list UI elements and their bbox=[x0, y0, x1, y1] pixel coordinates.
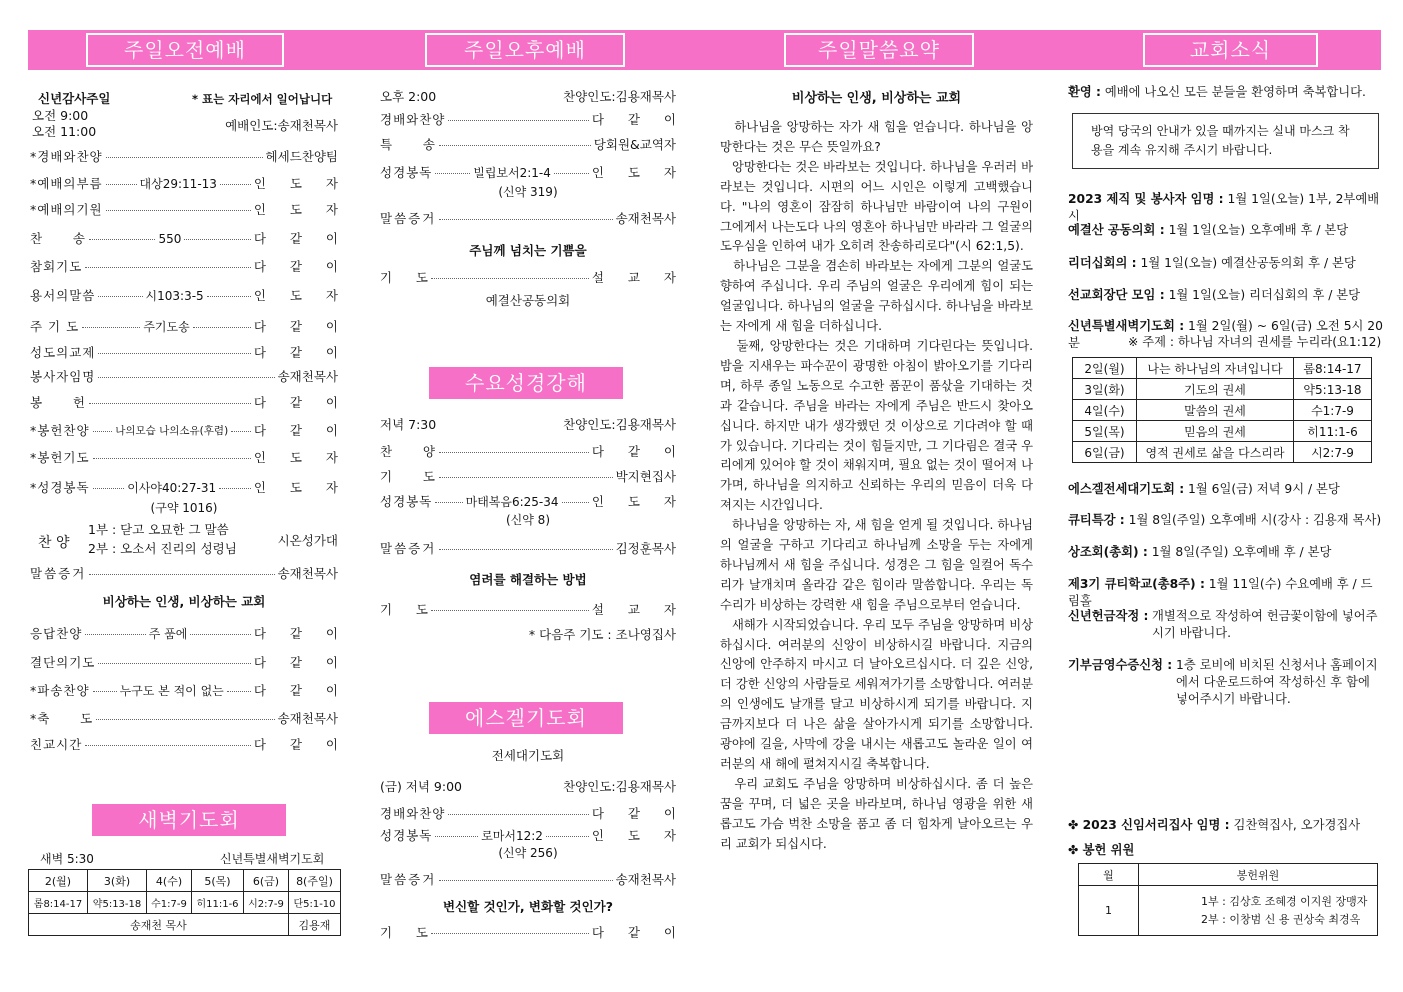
morning-item-person: 헤세드찬양팀 bbox=[265, 149, 338, 164]
offering-label: ✤ 봉헌 위원 bbox=[1068, 843, 1135, 857]
esgel-item-person: 인 도 자 bbox=[591, 828, 687, 843]
sermon-label: 말씀증거 bbox=[30, 566, 87, 581]
pledge-text: 개별적으로 작성하여 헌금꽃이함에 넣어주시기 바랍니다. bbox=[1152, 609, 1378, 640]
afternoon-prayer-row bbox=[380, 269, 686, 287]
offering-line-1: 1부 : 김상호 조혜경 이지원 장맹자 bbox=[1201, 894, 1368, 908]
schedule-day: 3일(화) bbox=[1073, 379, 1137, 400]
afternoon-item-person: 인 도 자 bbox=[591, 165, 686, 180]
dawn-ref: 히11:1-6 bbox=[192, 892, 244, 914]
dawn-ref: 롬8:14-17 bbox=[29, 892, 88, 914]
morning-item-person: 다 같 이 bbox=[253, 319, 348, 334]
morning-item-detail: 나의모습 나의소유(후렴) bbox=[115, 425, 229, 437]
receipt-label: 기부금영수증신청 : bbox=[1068, 658, 1173, 672]
wednesday-prayer-row bbox=[380, 601, 686, 619]
wednesday-item-label: 성경봉독 bbox=[380, 494, 433, 509]
esgel-prayer-header: 에스겔기도회 bbox=[429, 702, 623, 734]
news-item-text: 1월 8일(주일) 오후예배 후 / 본당 bbox=[1151, 545, 1332, 559]
afternoon-item-detail: 빌립보서2:1-4 bbox=[473, 166, 551, 180]
morning-item-person: 송재천목사 bbox=[277, 369, 338, 384]
esgel-item-label: 성경봉독 bbox=[380, 828, 433, 843]
morning-item-person: 다 같 이 bbox=[253, 231, 348, 246]
news-item-text: 1월 1일(오늘) 리더십회의 후 / 본당 bbox=[1168, 288, 1361, 302]
choir-praise-1: 1부 : 닫고 오묘한 그 말씀 bbox=[88, 522, 229, 537]
schedule-day: 2일(월) bbox=[1073, 358, 1137, 379]
wednesday-item-row bbox=[380, 493, 687, 511]
schedule-ref: 수1:7-9 bbox=[1294, 400, 1372, 421]
morning-item-detail: 이사야40:27-31 bbox=[127, 481, 217, 495]
schedule-ref: 히11:1-6 bbox=[1294, 421, 1372, 442]
esgel-time: (금) 저녁 9:00 bbox=[380, 779, 462, 794]
summary-title: 비상하는 인생, 비상하는 교회 bbox=[791, 91, 962, 106]
morning-item-label: *축 도 bbox=[30, 711, 94, 726]
service-leader: 예배인도:송재천목사 bbox=[225, 118, 338, 133]
wednesday-leader: 찬양인도:김용재목사 bbox=[563, 417, 676, 432]
esgel-sermon-preacher: 송재천목사 bbox=[615, 872, 676, 887]
morning-item-person: 인 도 자 bbox=[253, 176, 349, 191]
morning-item-row bbox=[30, 148, 338, 166]
morning-item-row bbox=[30, 230, 348, 248]
morning-item-person: 인 도 자 bbox=[253, 202, 348, 217]
wednesday-sermon-title: 염려를 해결하는 방법 bbox=[469, 572, 587, 587]
esgel-prayer-label: 기 도 bbox=[380, 925, 428, 940]
dawn-sunday-pastor: 김용재 bbox=[288, 914, 340, 936]
news-item bbox=[1068, 576, 1383, 610]
standing-note: * 표는 자리에서 일어납니다 bbox=[192, 92, 333, 106]
news-item-text: 1월 1일(오늘) 예결산공동의회 후 / 본당 bbox=[1140, 256, 1356, 270]
morning-item-row bbox=[30, 368, 338, 386]
wednesday-item-row bbox=[380, 468, 676, 486]
morning-item-row bbox=[30, 479, 348, 497]
wednesday-sermon-label: 말씀증거 bbox=[380, 541, 437, 556]
wednesday-item-person: 박지현집사 bbox=[615, 469, 676, 484]
morning-item-person: 다 같 이 bbox=[253, 395, 348, 410]
morning-service-column bbox=[30, 80, 349, 752]
morning-item-detail: 주 품에 bbox=[148, 627, 188, 641]
wednesday-prayer-label: 기 도 bbox=[380, 602, 428, 617]
welcome-text: 예배에 나오신 모든 분들을 환영하며 축복합니다. bbox=[1104, 85, 1366, 99]
morning-item-person: 인 도 자 bbox=[253, 450, 348, 465]
news-item-label: 예결산 공동의회 : bbox=[1068, 223, 1165, 237]
esgel-item-row bbox=[380, 805, 686, 823]
morning-item-label: 성도의교제 bbox=[30, 345, 96, 360]
dawn-day: 5(목) bbox=[192, 870, 244, 892]
morning-item-person: 송재천목사 bbox=[277, 711, 338, 726]
schedule-ref: 롬8:14-17 bbox=[1294, 358, 1372, 379]
offering-table bbox=[1078, 863, 1378, 936]
morning-item-person: 다 같 이 bbox=[253, 423, 348, 438]
news-item-label: 리더십회의 : bbox=[1068, 256, 1137, 270]
wednesday-item-label: 찬 양 bbox=[380, 444, 436, 459]
dawn-ref: 단5:1-10 bbox=[288, 892, 340, 914]
afternoon-item-row bbox=[380, 164, 686, 182]
wednesday-item-person: 인 도 자 bbox=[591, 494, 687, 509]
esgel-sermon-label: 말씀증거 bbox=[380, 872, 437, 887]
dawn-day: 4(수) bbox=[147, 870, 192, 892]
morning-item-row bbox=[30, 625, 348, 643]
deacons-text: 김찬혁집사, 오가경집사 bbox=[1233, 818, 1361, 832]
morning-item-label: *봉헌찬양 bbox=[30, 423, 90, 438]
morning-item-row bbox=[30, 449, 348, 467]
afternoon-prayer-label: 기 도 bbox=[380, 270, 428, 285]
schedule-day: 6일(금) bbox=[1073, 442, 1137, 463]
schedule-row bbox=[1073, 379, 1372, 400]
morning-item-row bbox=[30, 175, 349, 193]
news-item bbox=[1068, 255, 1383, 272]
morning-item-row bbox=[30, 394, 348, 412]
esgel-sermon-title: 변신할 것인가, 변화할 것인가? bbox=[443, 899, 613, 914]
esgel-subtitle: 전세대기도회 bbox=[491, 748, 565, 763]
morning-item-label: 찬 송 bbox=[30, 231, 86, 246]
morning-item-person: 다 같 이 bbox=[253, 626, 348, 641]
morning-item-label: 주 기 도 bbox=[30, 319, 80, 334]
dawn-prayer-header: 새벽기도회 bbox=[92, 804, 286, 836]
morning-item-detail: 550 bbox=[158, 232, 182, 246]
receipt-text: 1층 로비에 비치된 신청서나 홈페이지에서 다운로드하여 작성하신 후 함에 넣어주시기 바랍니다. bbox=[1176, 658, 1378, 706]
afternoon-leader: 찬양인도:김용재목사 bbox=[563, 89, 676, 104]
deacons-label: ✤ 2023 신임서리집사 임명 : bbox=[1068, 818, 1230, 832]
morning-item-person: 다 같 이 bbox=[253, 655, 348, 670]
dawn-ref: 시2:7-9 bbox=[244, 892, 289, 914]
news-item-label: 상조회(총회) : bbox=[1068, 545, 1148, 559]
wednesday-service-column bbox=[380, 410, 687, 660]
offering-month: 1 bbox=[1079, 886, 1139, 936]
morning-item-label: *예배의부름 bbox=[30, 176, 103, 191]
praise-label: 찬 양 bbox=[38, 535, 70, 551]
afternoon-sermon-title: 주님께 넘치는 기쁨을 bbox=[469, 243, 587, 258]
esgel-item-row bbox=[380, 827, 687, 845]
choir-praise-2: 2부 : 오소서 진리의 성령님 bbox=[88, 541, 237, 556]
dawn-ref: 수1:7-9 bbox=[147, 892, 192, 914]
afternoon-item-person: 당회원&교역자 bbox=[593, 137, 676, 152]
morning-item-detail: 시103:3-5 bbox=[145, 289, 204, 303]
schedule-topic: 말씀의 권세 bbox=[1137, 400, 1294, 421]
esgel-sermon-row bbox=[380, 871, 676, 889]
occasion: 신년감사주일 bbox=[38, 91, 111, 106]
morning-item-row bbox=[30, 682, 348, 700]
afternoon-sermon-label: 말씀증거 bbox=[380, 211, 437, 226]
mask-notice-box: 방역 당국의 안내가 있을 때까지는 실내 마스크 착용을 계속 유지해 주시기 바랍니다. bbox=[1072, 113, 1379, 169]
schedule-day: 5일(목) bbox=[1073, 421, 1137, 442]
offering-head-month: 월 bbox=[1079, 864, 1139, 886]
news-item bbox=[1068, 481, 1383, 498]
morning-item-label: *봉헌기도 bbox=[30, 450, 90, 465]
esgel-item-detail: 로마서12:2 bbox=[481, 829, 543, 843]
afternoon-note: 예결산공동의회 bbox=[485, 293, 571, 308]
morning-item-person: 인 도 자 bbox=[253, 480, 348, 495]
wednesday-item-detail: 마태복음6:25-34 bbox=[465, 495, 559, 509]
morning-item-detail: 대상29:11-13 bbox=[139, 177, 217, 191]
morning-item-label: *파송찬양 bbox=[30, 683, 90, 698]
morning-item-person: 인 도 자 bbox=[253, 288, 348, 303]
dawn-subtitle: 신년특별새벽기도회 bbox=[220, 852, 325, 866]
morning-item-label: *예배의기원 bbox=[30, 202, 103, 217]
morning-item-row bbox=[30, 258, 348, 276]
esgel-service-column bbox=[380, 745, 687, 945]
morning-item-label: 참회기도 bbox=[30, 259, 83, 274]
news-item bbox=[1068, 191, 1383, 225]
newyear-schedule-table bbox=[1072, 357, 1372, 463]
service-time-1: 오전 9:00 bbox=[32, 108, 89, 123]
afternoon-item-label: 성경봉독 bbox=[380, 165, 433, 180]
afternoon-item-person: 다 같 이 bbox=[591, 112, 686, 127]
sermon-summary-header: 주일말씀요약 bbox=[784, 33, 974, 67]
service-time-2: 오전 11:00 bbox=[32, 124, 97, 139]
morning-service-header: 주일오전예배 bbox=[86, 33, 284, 67]
afternoon-service-header: 주일오후예배 bbox=[425, 33, 625, 67]
news-item-text: 1월 6일(금) 저녁 9시 / 본당 bbox=[1188, 482, 1340, 496]
schedule-ref: 약5:13-18 bbox=[1294, 379, 1372, 400]
dawn-pastor: 송재천 목사 bbox=[29, 914, 289, 936]
news-item-label: 2023 제직 및 봉사자 임명 : bbox=[1068, 192, 1224, 206]
schedule-row bbox=[1073, 400, 1372, 421]
afternoon-item-row bbox=[380, 136, 676, 154]
esgel-prayer-row bbox=[380, 924, 686, 942]
schedule-topic: 영적 권세로 삶을 다스리라 bbox=[1137, 442, 1294, 463]
morning-item-person: 다 같 이 bbox=[253, 345, 348, 360]
morning-item-row bbox=[30, 287, 348, 305]
newyear-text: 1월 2일(월) ~ 6일(금) 오전 5시 20분 bbox=[1068, 319, 1383, 350]
schedule-ref: 시2:7-9 bbox=[1294, 442, 1372, 463]
news-item-text: 1월 1일(오늘) 오후예배 후 / 본당 bbox=[1168, 223, 1349, 237]
morning-item-label: 봉사자임명 bbox=[30, 369, 96, 384]
schedule-row bbox=[1073, 442, 1372, 463]
next-prayer-note: * 다음주 기도 : 조나영집사 bbox=[528, 627, 676, 642]
welcome-label: 환영 : bbox=[1068, 85, 1101, 99]
morning-item-label: 결단의기도 bbox=[30, 655, 96, 670]
afternoon-prayer-by: 설 교 자 bbox=[591, 270, 686, 285]
news-item-text: 1월 1일(오늘) 1부, 2부예배 시 bbox=[1068, 192, 1380, 223]
dawn-time: 새벽 5:30 bbox=[40, 852, 94, 866]
wednesday-item-label: 기 도 bbox=[380, 469, 436, 484]
church-news-header: 교회소식 bbox=[1143, 33, 1318, 67]
news-item-label: 큐티특강 : bbox=[1068, 513, 1125, 527]
morning-item-label: *경배와찬양 bbox=[30, 149, 103, 164]
dawn-day: 2(월) bbox=[29, 870, 88, 892]
news-item-text: 1월 11일(수) 수요예배 후 / 드림홀 bbox=[1068, 577, 1373, 608]
offering-line-2: 2부 : 이창범 신 용 권상숙 최경옥 bbox=[1201, 912, 1361, 926]
esgel-prayer-by: 다 같 이 bbox=[591, 925, 686, 940]
morning-item-detail: 주기도송 bbox=[143, 320, 190, 334]
esgel-item-label: 경배와찬양 bbox=[380, 806, 446, 821]
morning-item-row bbox=[30, 318, 348, 336]
news-item bbox=[1068, 512, 1383, 529]
morning-item-row bbox=[30, 201, 348, 219]
dawn-ref: 약5:13-18 bbox=[88, 892, 147, 914]
afternoon-item-row bbox=[380, 111, 686, 129]
morning-item-detail: 누구도 본 적이 없는 bbox=[119, 684, 224, 698]
wednesday-prayer-by: 설 교 자 bbox=[591, 602, 686, 617]
offering-head-members: 봉헌위원 bbox=[1139, 864, 1378, 886]
choir-name: 시온성가대 bbox=[277, 533, 338, 548]
newyear-label: 신년특별새벽기도회 : bbox=[1068, 319, 1185, 333]
afternoon-item-label: 경배와찬양 bbox=[380, 112, 446, 127]
morning-item-label: 친교시간 bbox=[30, 737, 83, 752]
morning-item-label: *성경봉독 bbox=[30, 480, 90, 495]
news-item bbox=[1068, 222, 1383, 239]
news-item-label: 에스겔전세대기도회 : bbox=[1068, 482, 1185, 496]
afternoon-sermon-preacher: 송재천목사 bbox=[615, 211, 676, 226]
news-item-text: 1월 8일(주일) 오후예배 시(강사 : 김용재 목사) bbox=[1128, 513, 1382, 527]
afternoon-sermon-row bbox=[380, 210, 676, 228]
esgel-item-person: 다 같 이 bbox=[591, 806, 686, 821]
dawn-day: 8(주일) bbox=[288, 870, 340, 892]
schedule-row bbox=[1073, 421, 1372, 442]
morning-item-label: 응답찬양 bbox=[30, 626, 83, 641]
sermon-preacher: 송재천목사 bbox=[277, 566, 338, 581]
dawn-day: 6(금) bbox=[244, 870, 289, 892]
scripture-reference: (구약 1016) bbox=[150, 501, 218, 515]
esgel-scripture-reference: (신약 256) bbox=[498, 846, 558, 860]
dawn-day: 3(화) bbox=[88, 870, 147, 892]
sermon-row bbox=[30, 565, 338, 583]
morning-item-row bbox=[30, 422, 348, 440]
dawn-schedule-table bbox=[28, 869, 341, 936]
wednesday-item-row bbox=[380, 443, 686, 461]
news-item-label: 제3기 큐티학교(총8주) : bbox=[1068, 577, 1205, 591]
newyear-theme: ※ 주제 : 하나님 자녀의 권세를 누리라(요1:12) bbox=[1128, 335, 1382, 349]
schedule-topic: 나는 하나님의 자녀입니다 bbox=[1137, 358, 1294, 379]
wednesday-sermon-preacher: 김정훈목사 bbox=[615, 541, 676, 556]
schedule-topic: 기도의 권세 bbox=[1137, 379, 1294, 400]
summary-text: 하나님을 앙망하는 자가 새 힘을 얻습니다. 하나님을 앙망한다는 것은 무슨 뜻일까요? 앙망한다는 것은 바라보는 것입니다. 하나님을 우러러 바라보는 것입니다. 시편의 어느 시인은 이렇게 고백했습니다. "나의 영혼이 잠잠히 하나님만 바람이여 나의 구원이 그에게서 나는도다 나의 영혼아 하나님만 바라라 그 얼굴의 도우심을 인하여 내가 오히려 찬송하리로다"(시 62:1,5). 하나님은 그분을 겸손히 바라보는 자에게 그분의 얼굴도 향하여 주십니다. 우리 주님의 얼굴은 우리에게 힘이 되는 얼굴입니다. 하나님의 얼굴을 구하십시다. 하나님을 바라보는 자에게 새 힘을 더하십니다. 둘째, 앙망한다는 것은 기대하며 기다린다는 뜻입니다. 밤을 지새우는 파수꾼이 광명한 아침이 밝아오기를 기다리며, 하루 종일 노동으로 수고한 품꾼이 품삯을 기대하는 것과 같습니다. 주님을 바라는 자에게 주님은 반드시 찾아오십니다. 하지만 내가 생각했던 것 이상으로 기다려야 할 때가 있습니다. 기다리는 것이 힘들지만, 그 기다림은 결국 우리에게 있어야 할 것이 채워지며, 필요 없는 것이 떨어져 나가며, 하나님을 의지하고 신뢰하는 우리의 믿음이 더욱 다져지는 시간입니다. 하나님을 앙망하는 자, 새 힘을 얻게 될 것입니다. 하나님의 얼굴을 구하고 기다리고 하나님께 소망을 두는 자에게 하나님께서 새 힘을 주십니다. 성경은 그 힘을 일컬어 독수리가 날개치며 올라감 같은 힘이라 말씀합니다. 우리는 독수리가 비상하는 강력한 새 힘을 주님으로부터 얻습니다. 새해가 시작되었습니다. 우리 모두 주님을 앙망하며 비상하십시다. 여러분의 신앙이 비상하시길 바랍니다. 지금의 신앙에 안주하지 마시고 더 날아오르십시다. 더 깊은 신앙, 더 강한 신앙의 사람들로 세워져가기를 소망합니다. 여러분의 인생에도 날개를 달고 비상하시게 되기를 바랍니다. 지금까지보다 더 나은 삶을 살아가시게 되기를 소망합니다. 광야에 길을, 사막에 강을 내시는 새롭고도 놀라운 일이 여러분의 새 해에 펼쳐지시길 축복합니다. 우리 교회도 주님을 앙망하며 비상하십시다. 좀 더 높은 꿈을 꾸며, 더 넓은 곳을 바라보며, 하나님 영광을 위한 새롭고도 가슴 벅찬 소망을 품고 좀 더 힘차게 날아오르는 우리 교회가 되십시다. bbox=[720, 120, 1034, 851]
morning-item-row bbox=[30, 736, 348, 754]
afternoon-time: 오후 2:00 bbox=[380, 89, 437, 104]
wednesday-study-header: 수요성경강해 bbox=[429, 367, 623, 399]
news-item bbox=[1068, 544, 1383, 561]
wednesday-item-person: 다 같 이 bbox=[591, 444, 686, 459]
news-item-label: 선교회장단 모임 : bbox=[1068, 288, 1165, 302]
morning-item-label: 봉 헌 bbox=[30, 395, 86, 410]
morning-item-label: 용서의말씀 bbox=[30, 288, 96, 303]
wednesday-scripture-reference: (신약 8) bbox=[506, 513, 550, 527]
afternoon-scripture-reference: (신약 319) bbox=[498, 185, 558, 199]
wednesday-sermon-row bbox=[380, 540, 676, 558]
morning-item-person: 다 같 이 bbox=[253, 683, 348, 698]
morning-item-row bbox=[30, 654, 348, 672]
afternoon-item-label: 특 송 bbox=[380, 137, 436, 152]
news-item bbox=[1068, 287, 1383, 304]
esgel-leader: 찬양인도:김용재목사 bbox=[563, 779, 676, 794]
morning-item-row bbox=[30, 710, 338, 728]
morning-item-row bbox=[30, 344, 348, 362]
sermon-title: 비상하는 인생, 비상하는 교회 bbox=[102, 594, 266, 609]
schedule-day: 4일(수) bbox=[1073, 400, 1137, 421]
schedule-topic: 믿음의 권세 bbox=[1137, 421, 1294, 442]
pledge-label: 신년헌금작정 : bbox=[1068, 609, 1149, 623]
wednesday-time: 저녁 7:30 bbox=[380, 417, 437, 432]
morning-item-person: 다 같 이 bbox=[253, 737, 348, 752]
morning-item-person: 다 같 이 bbox=[253, 259, 348, 274]
schedule-row bbox=[1073, 358, 1372, 379]
